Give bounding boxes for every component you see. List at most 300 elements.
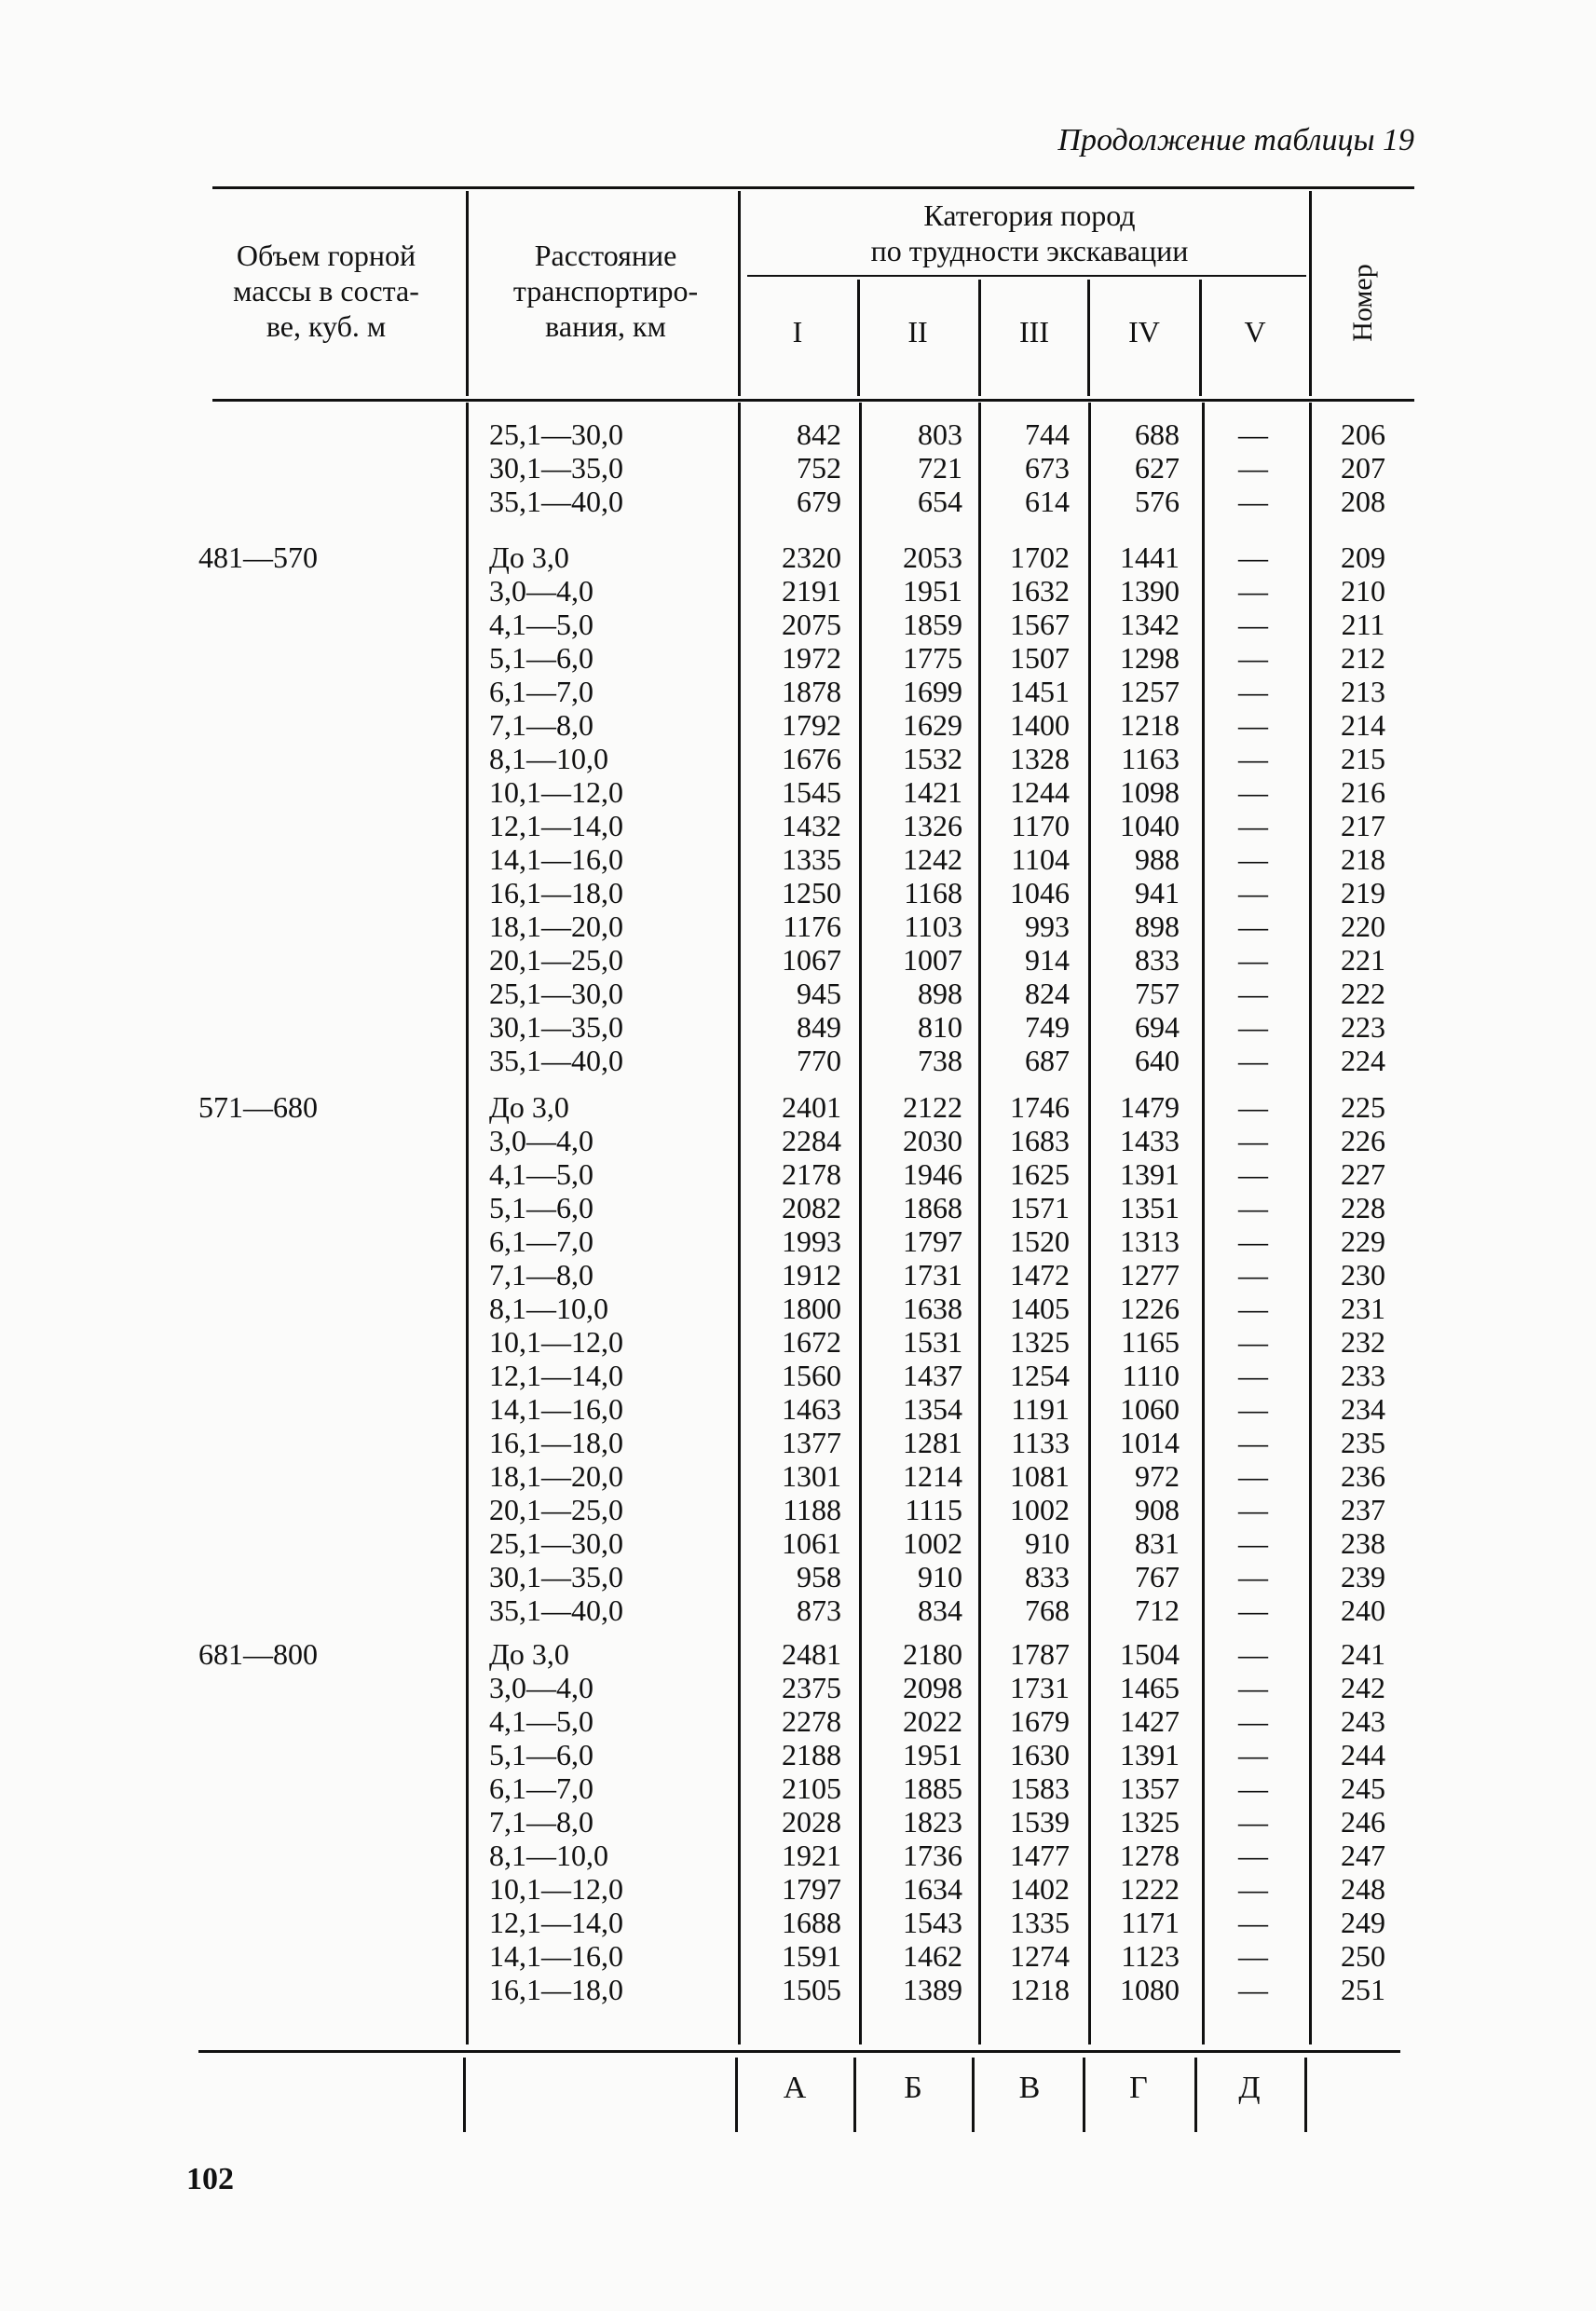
value-cell-I: 1335 <box>782 842 841 876</box>
row-number-cell: 221 <box>1341 943 1385 977</box>
table-row <box>0 417 1596 451</box>
table-row <box>0 1526 1596 1560</box>
distance-cell: 30,1—35,0 <box>489 451 623 485</box>
row-number-cell: 206 <box>1341 417 1385 451</box>
distance-cell: 16,1—18,0 <box>489 1426 623 1459</box>
value-cell-I: 1188 <box>783 1493 841 1526</box>
value-cell-V: — <box>1238 742 1268 775</box>
footer-divider <box>1194 2058 1197 2132</box>
table-row <box>0 1359 1596 1392</box>
value-cell-IV: 694 <box>1135 1010 1180 1044</box>
row-number-cell: 220 <box>1341 909 1385 943</box>
value-cell-II: 1859 <box>903 608 962 641</box>
value-cell-IV: 972 <box>1135 1459 1180 1493</box>
value-cell-IV: 1014 <box>1120 1426 1180 1459</box>
value-cell-V: — <box>1238 1426 1268 1459</box>
table-row <box>0 1872 1596 1906</box>
table-row <box>0 1325 1596 1359</box>
distance-cell: 25,1—30,0 <box>489 977 623 1010</box>
value-cell-II: 1797 <box>903 1224 962 1258</box>
row-number-cell: 239 <box>1341 1560 1385 1593</box>
value-cell-II: 898 <box>918 977 962 1010</box>
value-cell-V: — <box>1238 809 1268 842</box>
value-cell-IV: 898 <box>1135 909 1180 943</box>
footer-letter-D: Д <box>1238 2071 1261 2105</box>
distance-cell: 6,1—7,0 <box>489 1771 593 1805</box>
table-row <box>0 1392 1596 1426</box>
distance-cell: 5,1—6,0 <box>489 641 593 675</box>
distance-cell: 12,1—14,0 <box>489 1906 623 1939</box>
row-number-cell: 236 <box>1341 1459 1385 1493</box>
table-row <box>0 1939 1596 1973</box>
table-row <box>0 540 1596 574</box>
value-cell-II: 1638 <box>903 1292 962 1325</box>
volume-cell: 481—570 <box>198 540 318 574</box>
value-cell-II: 1007 <box>903 943 962 977</box>
distance-cell: 10,1—12,0 <box>489 775 623 809</box>
value-cell-III: 1679 <box>1010 1704 1070 1738</box>
header-divider <box>1087 280 1090 396</box>
row-number-cell: 244 <box>1341 1738 1385 1771</box>
table-row <box>0 1771 1596 1805</box>
row-number-cell: 214 <box>1341 708 1385 742</box>
table-row <box>0 742 1596 775</box>
volume-cell: 681—800 <box>198 1637 318 1671</box>
distance-cell: 4,1—5,0 <box>489 608 593 641</box>
value-cell-IV: 627 <box>1135 451 1180 485</box>
distance-cell: 12,1—14,0 <box>489 809 623 842</box>
value-cell-IV: 1433 <box>1120 1124 1180 1157</box>
header-roman-IV: IV <box>1128 315 1160 349</box>
value-cell-V: — <box>1238 1292 1268 1325</box>
value-cell-I: 842 <box>797 417 841 451</box>
value-cell-V: — <box>1238 1704 1268 1738</box>
row-number-cell: 241 <box>1341 1637 1385 1671</box>
table-row <box>0 943 1596 977</box>
value-cell-V: — <box>1238 1224 1268 1258</box>
header-roman-III: III <box>1019 315 1049 349</box>
value-cell-I: 1432 <box>782 809 841 842</box>
value-cell-III: 914 <box>1025 943 1070 977</box>
table-row <box>0 1426 1596 1459</box>
value-cell-I: 1676 <box>782 742 841 775</box>
footer-rule <box>198 2050 1400 2053</box>
value-cell-II: 1437 <box>903 1359 962 1392</box>
value-cell-V: — <box>1238 1771 1268 1805</box>
value-cell-II: 1421 <box>903 775 962 809</box>
header-divider <box>466 191 469 396</box>
value-cell-IV: 988 <box>1135 842 1180 876</box>
value-cell-IV: 1390 <box>1120 574 1180 608</box>
value-cell-V: — <box>1238 1906 1268 1939</box>
value-cell-I: 1301 <box>782 1459 841 1493</box>
footer-letter-V: В <box>1018 2071 1041 2105</box>
value-cell-I: 1792 <box>782 708 841 742</box>
value-cell-III: 1472 <box>1010 1258 1070 1292</box>
value-cell-IV: 640 <box>1135 1044 1180 1077</box>
value-cell-I: 1912 <box>782 1258 841 1292</box>
value-cell-I: 1688 <box>782 1906 841 1939</box>
value-cell-IV: 1060 <box>1120 1392 1180 1426</box>
value-cell-III: 1400 <box>1010 708 1070 742</box>
value-cell-V: — <box>1238 943 1268 977</box>
value-cell-V: — <box>1238 1090 1268 1124</box>
value-cell-V: — <box>1238 775 1268 809</box>
value-cell-III: 1081 <box>1010 1459 1070 1493</box>
header-divider <box>857 280 860 396</box>
distance-cell: 6,1—7,0 <box>489 1224 593 1258</box>
table-row <box>0 574 1596 608</box>
value-cell-II: 1281 <box>903 1426 962 1459</box>
table-row <box>0 1010 1596 1044</box>
distance-cell: 7,1—8,0 <box>489 1258 593 1292</box>
value-cell-V: — <box>1238 1872 1268 1906</box>
distance-cell: 10,1—12,0 <box>489 1325 623 1359</box>
value-cell-IV: 688 <box>1135 417 1180 451</box>
row-number-cell: 250 <box>1341 1939 1385 1973</box>
row-number-cell: 209 <box>1341 540 1385 574</box>
value-cell-V: — <box>1238 1805 1268 1839</box>
table-row <box>0 1224 1596 1258</box>
value-cell-III: 1328 <box>1010 742 1070 775</box>
value-cell-IV: 1040 <box>1120 809 1180 842</box>
value-cell-IV: 1441 <box>1120 540 1180 574</box>
value-cell-IV: 1313 <box>1120 1224 1180 1258</box>
table-top-rule <box>212 186 1414 189</box>
table-row <box>0 1191 1596 1224</box>
value-cell-II: 1531 <box>903 1325 962 1359</box>
row-number-cell: 234 <box>1341 1392 1385 1426</box>
value-cell-II: 1634 <box>903 1872 962 1906</box>
row-number-cell: 231 <box>1341 1292 1385 1325</box>
value-cell-IV: 1218 <box>1120 708 1180 742</box>
row-number-cell: 226 <box>1341 1124 1385 1157</box>
row-number-cell: 216 <box>1341 775 1385 809</box>
value-cell-III: 824 <box>1025 977 1070 1010</box>
table-caption: Продолжение таблицы 19 <box>1057 123 1414 157</box>
distance-cell: 12,1—14,0 <box>489 1359 623 1392</box>
value-cell-IV: 1351 <box>1120 1191 1180 1224</box>
value-cell-II: 810 <box>918 1010 962 1044</box>
value-cell-I: 1672 <box>782 1325 841 1359</box>
table-row <box>0 977 1596 1010</box>
value-cell-IV: 1080 <box>1120 1973 1180 2006</box>
value-cell-I: 2178 <box>782 1157 841 1191</box>
value-cell-III: 1632 <box>1010 574 1070 608</box>
value-cell-I: 2105 <box>782 1771 841 1805</box>
distance-cell: 5,1—6,0 <box>489 1738 593 1771</box>
footer-letter-G: Г <box>1129 2071 1148 2105</box>
value-cell-V: — <box>1238 1593 1268 1627</box>
value-cell-III: 1507 <box>1010 641 1070 675</box>
row-number-cell: 227 <box>1341 1157 1385 1191</box>
value-cell-IV: 1325 <box>1120 1805 1180 1839</box>
header-divider <box>1309 191 1312 396</box>
value-cell-II: 1946 <box>903 1157 962 1191</box>
distance-cell: 35,1—40,0 <box>489 485 623 518</box>
value-cell-IV: 1226 <box>1120 1292 1180 1325</box>
distance-cell: 30,1—35,0 <box>489 1010 623 1044</box>
value-cell-I: 1921 <box>782 1839 841 1872</box>
value-cell-II: 1951 <box>903 1738 962 1771</box>
distance-cell: 20,1—25,0 <box>489 943 623 977</box>
value-cell-IV: 1165 <box>1121 1325 1180 1359</box>
distance-cell: 4,1—5,0 <box>489 1157 593 1191</box>
distance-cell: До 3,0 <box>489 1637 569 1671</box>
distance-cell: 8,1—10,0 <box>489 1292 608 1325</box>
table-row <box>0 1157 1596 1191</box>
distance-cell: 30,1—35,0 <box>489 1560 623 1593</box>
table-row <box>0 608 1596 641</box>
value-cell-V: — <box>1238 1191 1268 1224</box>
value-cell-III: 1244 <box>1010 775 1070 809</box>
value-cell-IV: 908 <box>1135 1493 1180 1526</box>
footer-divider <box>972 2058 975 2132</box>
value-cell-II: 803 <box>918 417 962 451</box>
distance-cell: 16,1—18,0 <box>489 876 623 909</box>
value-cell-II: 2098 <box>903 1671 962 1704</box>
table-row <box>0 1637 1596 1671</box>
row-number-cell: 224 <box>1341 1044 1385 1077</box>
value-cell-III: 687 <box>1025 1044 1070 1077</box>
value-cell-III: 1402 <box>1010 1872 1070 1906</box>
value-cell-I: 1591 <box>782 1939 841 1973</box>
value-cell-I: 2075 <box>782 608 841 641</box>
value-cell-III: 1254 <box>1010 1359 1070 1392</box>
distance-cell: До 3,0 <box>489 540 569 574</box>
row-number-cell: 211 <box>1341 608 1385 641</box>
value-cell-IV: 831 <box>1135 1526 1180 1560</box>
table-row <box>0 842 1596 876</box>
value-cell-II: 1629 <box>903 708 962 742</box>
table-row <box>0 1090 1596 1124</box>
value-cell-I: 2278 <box>782 1704 841 1738</box>
row-number-cell: 235 <box>1341 1426 1385 1459</box>
row-number-cell: 246 <box>1341 1805 1385 1839</box>
value-cell-III: 744 <box>1025 417 1070 451</box>
value-cell-IV: 757 <box>1135 977 1180 1010</box>
value-cell-I: 752 <box>797 451 841 485</box>
category-rule <box>747 275 1306 277</box>
value-cell-II: 1389 <box>903 1973 962 2006</box>
row-number-cell: 240 <box>1341 1593 1385 1627</box>
value-cell-V: — <box>1238 1258 1268 1292</box>
value-cell-V: — <box>1238 417 1268 451</box>
value-cell-V: — <box>1238 876 1268 909</box>
value-cell-III: 768 <box>1025 1593 1070 1627</box>
value-cell-IV: 941 <box>1135 876 1180 909</box>
value-cell-V: — <box>1238 1939 1268 1973</box>
row-number-cell: 223 <box>1341 1010 1385 1044</box>
value-cell-I: 1545 <box>782 775 841 809</box>
value-cell-I: 1067 <box>782 943 841 977</box>
value-cell-IV: 1257 <box>1120 675 1180 708</box>
value-cell-I: 873 <box>797 1593 841 1627</box>
table-row <box>0 1839 1596 1872</box>
value-cell-II: 1868 <box>903 1191 962 1224</box>
value-cell-V: — <box>1238 1973 1268 2006</box>
value-cell-IV: 1342 <box>1120 608 1180 641</box>
footer-letter-A: А <box>783 2071 807 2105</box>
footer-divider <box>1083 2058 1085 2132</box>
table-row <box>0 1292 1596 1325</box>
value-cell-IV: 1298 <box>1120 641 1180 675</box>
value-cell-V: — <box>1238 675 1268 708</box>
distance-cell: 7,1—8,0 <box>489 708 593 742</box>
value-cell-I: 2188 <box>782 1738 841 1771</box>
value-cell-II: 738 <box>918 1044 962 1077</box>
value-cell-II: 1823 <box>903 1805 962 1839</box>
value-cell-III: 1133 <box>1011 1426 1070 1459</box>
row-number-cell: 237 <box>1341 1493 1385 1526</box>
value-cell-IV: 1163 <box>1121 742 1180 775</box>
value-cell-II: 1326 <box>903 809 962 842</box>
value-cell-II: 1736 <box>903 1839 962 1872</box>
value-cell-II: 2053 <box>903 540 962 574</box>
row-number-cell: 243 <box>1341 1704 1385 1738</box>
footer-divider <box>1304 2058 1307 2132</box>
value-cell-III: 614 <box>1025 485 1070 518</box>
table-row <box>0 451 1596 485</box>
value-cell-V: — <box>1238 485 1268 518</box>
value-cell-III: 1625 <box>1010 1157 1070 1191</box>
value-cell-V: — <box>1238 1637 1268 1671</box>
value-cell-III: 1702 <box>1010 540 1070 574</box>
value-cell-II: 2022 <box>903 1704 962 1738</box>
distance-cell: 6,1—7,0 <box>489 675 593 708</box>
value-cell-I: 2320 <box>782 540 841 574</box>
row-number-cell: 217 <box>1341 809 1385 842</box>
distance-cell: 7,1—8,0 <box>489 1805 593 1839</box>
value-cell-V: — <box>1238 451 1268 485</box>
row-number-cell: 229 <box>1341 1224 1385 1258</box>
value-cell-III: 1218 <box>1010 1973 1070 2006</box>
value-cell-II: 1543 <box>903 1906 962 1939</box>
value-cell-II: 2030 <box>903 1124 962 1157</box>
value-cell-V: — <box>1238 1459 1268 1493</box>
header-roman-V: V <box>1244 315 1266 349</box>
value-cell-IV: 833 <box>1135 943 1180 977</box>
table-row <box>0 1805 1596 1839</box>
distance-cell: 18,1—20,0 <box>489 1459 623 1493</box>
value-cell-V: — <box>1238 1010 1268 1044</box>
value-cell-I: 1878 <box>782 675 841 708</box>
footer-divider <box>853 2058 856 2132</box>
row-number-cell: 242 <box>1341 1671 1385 1704</box>
table-row <box>0 809 1596 842</box>
distance-cell: 25,1—30,0 <box>489 417 623 451</box>
row-number-cell: 232 <box>1341 1325 1385 1359</box>
value-cell-III: 1335 <box>1010 1906 1070 1939</box>
value-cell-II: 834 <box>918 1593 962 1627</box>
page-number: 102 <box>186 2162 234 2196</box>
value-cell-II: 721 <box>918 451 962 485</box>
value-cell-I: 770 <box>797 1044 841 1077</box>
value-cell-I: 1463 <box>782 1392 841 1426</box>
table-row <box>0 641 1596 675</box>
table-row <box>0 1738 1596 1771</box>
distance-cell: 25,1—30,0 <box>489 1526 623 1560</box>
header-divider <box>978 280 981 396</box>
value-cell-III: 1405 <box>1010 1292 1070 1325</box>
value-cell-I: 945 <box>797 977 841 1010</box>
value-cell-III: 1630 <box>1010 1738 1070 1771</box>
row-number-cell: 207 <box>1341 451 1385 485</box>
header-bottom-rule <box>212 399 1414 402</box>
table-row <box>0 1560 1596 1593</box>
value-cell-III: 1520 <box>1010 1224 1070 1258</box>
value-cell-IV: 1479 <box>1120 1090 1180 1124</box>
value-cell-I: 1560 <box>782 1359 841 1392</box>
table-row <box>0 1671 1596 1704</box>
value-cell-III: 993 <box>1025 909 1070 943</box>
value-cell-III: 1046 <box>1010 876 1070 909</box>
value-cell-III: 1002 <box>1010 1493 1070 1526</box>
value-cell-III: 749 <box>1025 1010 1070 1044</box>
value-cell-II: 1951 <box>903 574 962 608</box>
value-cell-III: 1731 <box>1010 1671 1070 1704</box>
value-cell-V: — <box>1238 574 1268 608</box>
row-number-cell: 222 <box>1341 977 1385 1010</box>
header-number: Номер <box>1347 264 1378 342</box>
value-cell-V: — <box>1238 641 1268 675</box>
value-cell-II: 1354 <box>903 1392 962 1426</box>
table-row <box>0 1258 1596 1292</box>
distance-cell: 3,0—4,0 <box>489 1671 593 1704</box>
value-cell-III: 910 <box>1025 1526 1070 1560</box>
value-cell-V: — <box>1238 842 1268 876</box>
row-number-cell: 219 <box>1341 876 1385 909</box>
value-cell-II: 2122 <box>903 1090 962 1124</box>
value-cell-III: 1274 <box>1010 1939 1070 1973</box>
row-number-cell: 247 <box>1341 1839 1385 1872</box>
value-cell-II: 1242 <box>903 842 962 876</box>
row-number-cell: 248 <box>1341 1872 1385 1906</box>
value-cell-III: 1104 <box>1011 842 1070 876</box>
value-cell-I: 2284 <box>782 1124 841 1157</box>
distance-cell: 8,1—10,0 <box>489 742 608 775</box>
value-cell-IV: 1123 <box>1121 1939 1180 1973</box>
value-cell-V: — <box>1238 1560 1268 1593</box>
distance-cell: 35,1—40,0 <box>489 1044 623 1077</box>
header-divider <box>1199 280 1202 396</box>
value-cell-II: 1002 <box>903 1526 962 1560</box>
value-cell-II: 1731 <box>903 1258 962 1292</box>
value-cell-III: 1571 <box>1010 1191 1070 1224</box>
value-cell-I: 1176 <box>783 909 841 943</box>
value-cell-II: 1168 <box>904 876 962 909</box>
distance-cell: 14,1—16,0 <box>489 1939 623 1973</box>
value-cell-V: — <box>1238 1044 1268 1077</box>
value-cell-II: 1462 <box>903 1939 962 1973</box>
header-roman-II: II <box>907 315 928 349</box>
value-cell-IV: 1098 <box>1120 775 1180 809</box>
distance-cell: До 3,0 <box>489 1090 569 1124</box>
value-cell-IV: 1391 <box>1120 1738 1180 1771</box>
value-cell-V: — <box>1238 977 1268 1010</box>
value-cell-I: 1972 <box>782 641 841 675</box>
table-row <box>0 1593 1596 1627</box>
value-cell-I: 1505 <box>782 1973 841 2006</box>
table-row <box>0 775 1596 809</box>
value-cell-V: — <box>1238 1671 1268 1704</box>
value-cell-III: 673 <box>1025 451 1070 485</box>
distance-cell: 5,1—6,0 <box>489 1191 593 1224</box>
distance-cell: 35,1—40,0 <box>489 1593 623 1627</box>
value-cell-III: 1539 <box>1010 1805 1070 1839</box>
header-volume: Объем горной массы в соста- ве, куб. м <box>233 239 419 343</box>
value-cell-III: 833 <box>1025 1560 1070 1593</box>
